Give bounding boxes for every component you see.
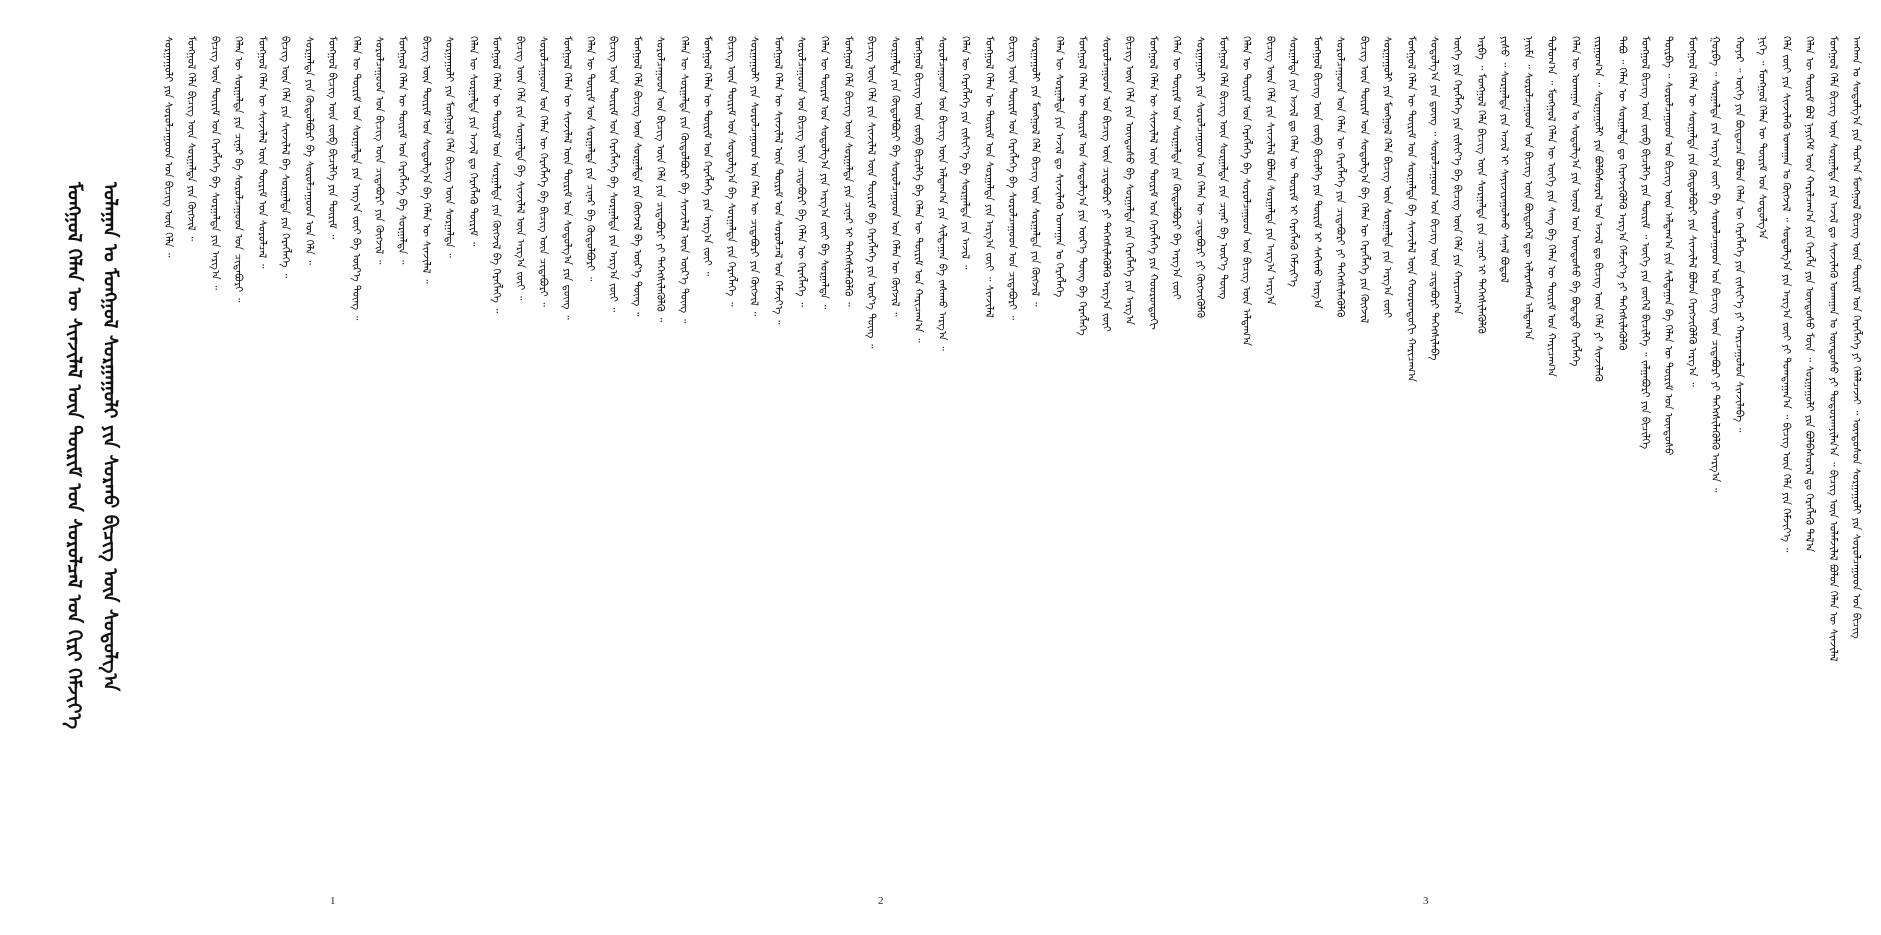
text-column: ᠮᠣᠩᠭᠣᠯ ᠬᠡᠯᠡᠨ ᠦ ᠳᠦᠷᠢᠮ ᠤᠨ ᠰᠤᠳᠤᠯᠭ᠎ᠠ ᠶᠢᠨ ᠦᠷ᠎ᠡ ᠳᠦᠩ ᠪᠠ ᠬᠡᠷᠡᠭᠯᠡᠭᠡ [1076,36,1088,336]
text-column: ᠰᠤᠷᠭᠠᠭᠤᠯᠢ ᠶᠢᠨ ᠮᠣᠩᠭᠣᠯ ᠬᠡᠯᠡ ᠪᠢᠴᠢᠭ ᠦᠨ ᠰᠤᠷᠭᠠᠯᠲᠠ ᠃ [443,36,455,258]
text-column: ᠶᠢᠰᠦ ᠃ ᠰᠤᠷᠭᠠᠯᠲᠠ ᠶᠢᠨ ᠠᠵᠢᠯ ᠢ ᠰᠠᠶᠢᠵᠢᠷᠠᠭᠤᠯᠬᠤ ᠰᠠᠨᠠᠯ ᠪᠣᠳᠤᠯ [1498,36,1510,283]
text-column: ᠮᠣᠩᠭᠣᠯ ᠪᠢᠴᠢᠭ ᠦᠨ ᠵᠥᠪ ᠪᠢᠴᠢᠯᠭᠡ ᠶᠢᠨ ᠳᠦᠷᠢᠮ ᠃ [326,36,338,240]
text-column: ᠰᠤᠷᠭᠠᠭᠤᠯᠢ ᠶᠢᠨ ᠰᠤᠷᠤᠯᠴᠠᠭᠤᠳ ᠤᠨ ᠬᠡᠯᠡᠨ ᠦ ᠴᠢᠳᠠᠪᠤᠷᠢ ᠶᠢᠨ ᠬᠥᠭᠵᠢᠯ ᠃ [748,36,760,317]
text-column: ᠨᠢᠭᠡ ᠃ ᠮᠣᠩᠭᠣᠯ ᠬᠡᠯᠡᠨ ᠦ ᠳᠦᠷᠢᠮ ᠤᠨ ᠰᠤᠳᠤᠯᠭ᠎ᠠ [1756,36,1768,240]
text-column: ᠮᠣᠩᠭᠣᠯ ᠬᠡᠯᠡᠨ ᠦ ᠰᠢᠨᠵᠢᠯᠡᠯ ᠦᠨ ᠳᠦᠷᠢᠮ ᠤᠨ ᠰᠤᠳᠤᠯᠭ᠎ᠠ ᠶᠢᠨ ᠳ᠋ᠦᠩ ᠃ [561,36,573,320]
text-column: ᠳᠣᠯᠣᠭ᠎ᠠ ᠃ ᠮᠣᠩᠭᠣᠯ ᠬᠡᠯᠡᠨ ᠦ ᠦᠭᠡ ᠶᠢᠨ ᠰᠠᠩ ᠪᠠ ᠬᠡᠯᠡᠨ ᠦ ᠳᠦᠷᠢᠮ ᠤᠨ ᠬᠠᠷᠢᠴᠠᠭ᠎ᠠ [1545,36,1557,377]
text-column: ᠰᠤᠷᠭᠠᠯᠲᠠ ᠶᠢᠨ ᠠᠵᠢᠯ ᠳᠤ ᠬᠡᠯᠡᠨ ᠦ ᠳᠦᠷᠢᠮ ᠢ ᠬᠡᠷᠡᠭᠯᠡᠬᠦ ᠬᠡᠮᠵᠢᠶ᠎ᠡ [1287,36,1299,288]
text-column: ᠠᠷᠪᠠ ᠃ ᠮᠣᠩᠭᠣᠯ ᠬᠡᠯᠡ ᠪᠢᠴᠢᠭ ᠦᠨ ᠰᠤᠷᠭᠠᠯᠲᠠ ᠶᠢᠨ ᠴᠢᠨᠠᠷ ᠢ ᠳᠡᠭᠡᠭᠰᠢᠯᠡᠭᠦᠯᠬᠦ [1475,36,1487,334]
text-column: ᠰᠤᠷᠤᠯᠴᠠᠭᠤᠳ ᠤᠨ ᠪᠢᠴᠢᠭ ᠦᠨ ᠴᠢᠳᠠᠪᠤᠷᠢ ᠶᠢ ᠳᠡᠭᠡᠭᠰᠢᠯᠡᠭᠦᠯᠬᠦ ᠠᠷᠭ᠎ᠠ ᠵᠦᠢ [1100,36,1112,332]
text-column: ᠬᠡᠯᠡᠨ ᠦ ᠰᠤᠷᠭᠠᠯᠲᠠ ᠶᠢᠨ ᠴᠢᠨᠠᠷ ᠪᠠ ᠰᠤᠷᠤᠯᠴᠠᠭᠤᠳ ᠤᠨ ᠴᠢᠳᠠᠪᠤᠷᠢ ᠃ [232,36,244,303]
text-column: ᠵᠢᠷᠭᠤᠭ᠎ᠠ ᠃ ᠰᠤᠷᠭᠠᠭᠤᠯᠢ ᠶᠢᠨ ᠪᠣᠯᠪᠠᠰᠤᠷᠠᠯ ᠤᠨ ᠠᠵᠢᠯ ᠳᠤ ᠪᠢᠴᠢᠭ ᠦᠨ ᠬᠡᠯᠡ ᠶᠢ ᠰᠢᠨᠵᠢᠯᠡᠬᠦ [1592,36,1604,382]
text-column: ᠰᠤᠷᠤᠯᠴᠠᠭᠤᠳ ᠤᠨ ᠪᠢᠴᠢᠭ ᠦᠨ ᠴᠢᠳᠠᠪᠤᠷᠢ ᠶᠢᠨ ᠬᠥᠭᠵᠢᠯ ᠃ [373,36,385,265]
text-column: ᠬᠡᠯᠡᠨ ᠦ ᠳᠦᠷᠢᠮ ᠤᠨ ᠰᠤᠳᠤᠯᠭ᠎ᠠ ᠶᠢᠨ ᠠᠷᠭ᠎ᠠ ᠵᠦᠢ ᠪᠠ ᠰᠤᠷᠭᠠᠯᠲᠠ ᠃ [818,36,830,310]
text-column: ᠪᠢᠴᠢᠭ ᠦᠨ ᠬᠡᠯᠡ ᠶᠢᠨ ᠦᠨᠳᠦᠰᠦ ᠪᠠ ᠰᠤᠷᠭᠠᠯᠲᠠ ᠶᠢᠨ ᠬᠡᠷᠡᠭᠯᠡᠭᠡ ᠶᠢᠨ ᠠᠷᠭ᠎ᠠ [1123,36,1135,326]
text-column: ᠮᠣᠩᠭᠣᠯ ᠬᠡᠯᠡᠨ ᠦ ᠰᠢᠨᠵᠢᠯᠡᠯ ᠦᠨ ᠳᠦᠷᠢᠮ ᠤᠨ ᠰᠤᠷᠤᠯᠴᠠᠯ ᠃ [256,36,268,269]
text-column: ᠬᠡᠯᠡᠨ ᠦ ᠰᠤᠷᠭᠠᠯᠲᠠ ᠶᠢᠨ ᠠᠵᠢᠯ ᠳᠤ ᠰᠢᠨᠵᠢᠯᠡᠬᠦ ᠤᠬᠠᠭᠠᠨ ᠤ ᠬᠡᠷᠡᠭᠯᠡᠭᠡ [1053,36,1065,298]
document-title [56,182,128,729]
text-column: ᠪᠢᠴᠢᠭ ᠦᠨ ᠬᠡᠯᠡ ᠶᠢᠨ ᠰᠢᠨᠵᠢᠯᠡᠯ ᠪᠣᠯᠤᠨ ᠰᠤᠷᠭᠠᠯᠲᠠ ᠶᠢᠨ ᠠᠷᠭ᠎ᠠ ᠠᠷᠭ᠎ᠠ [1264,36,1276,306]
text-column: ᠰᠤᠷᠤᠯᠴᠠᠭᠤᠳ ᠤᠨ ᠬᠡᠯᠡᠨ ᠦ ᠬᠡᠷᠡᠭᠯᠡᠭᠡ ᠪᠠ ᠪᠢᠴᠢᠭ ᠦᠨ ᠴᠢᠳᠠᠪᠤᠷᠢ ᠃ [537,36,549,307]
page-number: 2 [878,895,884,907]
text-column: ᠬᠡᠯᠡᠨ ᠦ ᠳᠦᠷᠢᠮ ᠤᠨ ᠰᠤᠷᠭᠠᠯᠲᠠ ᠶᠢᠨ ᠴᠢᠨᠠᠷ ᠪᠠ ᠬᠥᠲᠦᠯᠪᠦᠷᠢ ᠃ [584,36,596,282]
text-column: ᠪᠢᠴᠢᠭ ᠦᠨ ᠳᠦᠷᠢᠮ ᠤᠨ ᠬᠡᠷᠡᠭᠯᠡᠭᠡ ᠪᠠ ᠰᠤᠷᠭᠠᠯᠲᠠ ᠶᠢᠨ ᠠᠷᠭ᠎ᠠ ᠃ [209,36,221,290]
page-number: 3 [1423,895,1429,907]
text-column: ᠬᠡᠯᠡᠨ ᠦ ᠳᠦᠷᠢᠮ ᠤᠨ ᠰᠤᠷᠭᠠᠯᠲᠠ ᠶᠢᠨ ᠬᠥᠲᠦᠯᠪᠦᠷᠢ ᠪᠠ ᠠᠷᠭ᠎ᠠ ᠵᠦᠢ [1170,36,1182,300]
text-column: ᠬᠡᠯᠡᠨ ᠦ ᠬᠡᠷᠡᠭᠯᠡᠭᠡ ᠶᠢᠨ ᠵᠢᠱᠢᠶ᠎ᠡ ᠪᠠ ᠰᠤᠷᠭᠠᠯᠲᠠ ᠶᠢᠨ ᠠᠵᠢᠯ ᠃ [959,36,971,270]
text-column: ᠳᠦᠷᠪᠡ ᠃ ᠰᠤᠷᠤᠯᠴᠠᠭᠤᠳ ᠤᠨ ᠪᠢᠴᠢᠭ ᠦᠨ ᠠᠯᠳᠠᠭ᠎ᠠ ᠶᠢᠨ ᠰᠢᠯᠳᠠᠭᠠᠨ ᠪᠠ ᠬᠡᠯᠡᠨ ᠦ ᠳᠦᠷᠢᠮ ᠤᠨ ᠦᠨᠳᠦᠰᠦ [1662,36,1674,456]
text-column: ᠮᠣᠩᠭᠣᠯ ᠬᠡᠯᠡᠨ ᠦ ᠳᠦᠷᠢᠮ ᠤᠨ ᠬᠡᠷᠡᠭᠯᠡᠭᠡ ᠪᠠ ᠰᠤᠷᠭᠠᠯᠲᠠ ᠃ [396,36,408,265]
text-column: ᠦᠭᠡ ᠶᠢᠨ ᠬᠡᠷᠡᠭᠯᠡᠭᠡ ᠶᠢᠨ ᠵᠢᠱᠢᠶ᠎ᠡ ᠪᠠ ᠪᠢᠴᠢᠭ ᠦᠨ ᠬᠡᠯᠡ ᠶᠢᠨ ᠬᠠᠷᠢᠴᠠᠭ᠎ᠠ [1451,36,1463,315]
text-column: ᠮᠣᠩᠭᠣᠯ ᠬᠡᠯᠡ ᠪᠢᠴᠢᠭ ᠦᠨ ᠰᠤᠷᠭᠠᠯᠲᠠ ᠶᠢᠨ ᠴᠢᠨᠠᠷ ᠢ ᠳᠡᠭᠡᠭᠰᠢᠯᠡᠭᠦᠯᠬᠦ ᠃ [842,36,854,307]
text-column: ᠬᠣᠶᠠᠷ ᠃ ᠦᠭᠡ ᠶᠢᠨ ᠪᠦᠲᠦᠴᠡ ᠪᠣᠯᠤᠨ ᠬᠡᠯᠡᠨ ᠦ ᠬᠡᠷᠡᠭᠯᠡᠭᠡ ᠶᠢᠨ ᠵᠢᠱᠢᠶ᠎ᠡ ᠶᠢ ᠬᠠᠷᠢᠴᠠᠭᠤᠯᠤᠨ ᠰᠢᠨᠵᠢᠯᠡᠪᠡ ᠃ [1733,36,1745,433]
text-column: ᠮᠣᠩᠭᠣᠯ ᠬᠡᠯᠡ ᠪᠢᠴᠢᠭ ᠦᠨ ᠰᠤᠷᠭᠠᠯᠲᠠ ᠶᠢᠨ ᠠᠵᠢᠯ ᠳᠤ ᠰᠢᠨᠵᠢᠯᠡᠬᠦ ᠤᠬᠠᠭᠠᠨ ᠤ ᠦᠨᠳᠦᠰᠦ ᠶᠢ ᠲᠣᠳᠣᠷᠬᠠᠶᠢᠯᠠᠨ᠎ᠠ ᠃ ᠪᠢᠴᠢᠭ ᠦᠨ ᠤᠯᠠᠮᠵᠢᠯᠠᠯ ᠪᠣᠯᠤᠨ ᠬᠡᠯᠡᠨ ᠦ ᠰᠢᠨᠵᠢᠯᠡᠯ [1827,36,1839,662]
text-column: ᠰᠤᠷᠭᠠᠭᠤᠯᠢ ᠶᠢᠨ ᠮᠣᠩᠭᠣᠯ ᠬᠡᠯᠡ ᠪᠢᠴᠢᠭ ᠦᠨ ᠰᠤᠷᠭᠠᠯᠲᠠ ᠶᠢᠨ ᠬᠥᠭᠵᠢᠯ ᠃ [1029,36,1041,307]
text-column: ᠮᠣᠩᠭᠣᠯ ᠬᠡᠯᠡ ᠪᠢᠴᠢᠭ ᠦᠨ ᠰᠤᠷᠭᠠᠯᠲᠠ ᠶᠢᠨ ᠴᠢᠨᠠᠷ ᠪᠠ ᠦᠷ᠎ᠡ ᠳᠦᠩ [1217,36,1229,300]
text-column: ᠰᠤᠷᠤᠯᠴᠠᠭᠤᠳ ᠤᠨ ᠪᠢᠴᠢᠭ ᠦᠨ ᠬᠡᠯᠡ ᠶᠢᠨ ᠴᠢᠳᠠᠪᠤᠷᠢ ᠶᠢ ᠳᠡᠭᠡᠭᠰᠢᠯᠡᠭᠦᠯᠬᠦ ᠃ [654,36,666,323]
text-column: ᠰᠤᠷᠭᠠᠭᠤᠯᠢ ᠶᠢᠨ ᠰᠤᠷᠤᠯᠴᠠᠭᠤᠳ ᠤᠨ ᠬᠡᠯᠡᠨ ᠦ ᠴᠢᠳᠠᠪᠤᠷᠢ ᠶᠢ ᠬᠥᠭᠵᠢᠭᠦᠯᠬᠦ [1194,36,1206,318]
text-column: ᠬᠡᠯᠡᠨ ᠦ ᠳᠦᠷᠢᠮ ᠤᠨ ᠰᠤᠷᠭᠠᠯᠲᠠ ᠶᠢᠨ ᠠᠷᠭ᠎ᠠ ᠵᠦᠢ ᠪᠠ ᠦᠷ᠎ᠡ ᠳᠦᠩ ᠃ [350,36,362,321]
text-column: ᠨᠠᠢᠮᠠ ᠃ ᠰᠤᠷᠤᠯᠴᠠᠭᠤᠳ ᠤᠨ ᠪᠢᠴᠢᠭ ᠦᠨ ᠪᠦᠲᠦᠭᠡᠯ ᠳᠦ ᠢᠯᠡᠷᠡᠭᠰᠡᠨ ᠠᠯᠳᠠᠭ᠎ᠠ [1522,36,1534,340]
text-column: ᠮᠣᠩᠭᠣᠯ ᠪᠢᠴᠢᠭ ᠦᠨ ᠵᠥᠪ ᠪᠢᠴᠢᠯᠭᠡ ᠶᠢᠨ ᠳᠦᠷᠢᠮ ᠃ ᠦᠭᠡ ᠶᠢᠨ ᠵᠦᠭᠡᠯ ᠪᠢᠴᠢᠯᠭᠡ ᠃ ᠵᠠᠯᠭᠠᠪᠤᠷᠢ ᠶᠢᠨ ᠪᠢᠴᠢᠯᠭᠡ [1639,36,1651,450]
text-column: ᠮᠣᠩᠭᠣᠯ ᠪᠢᠴᠢᠭ ᠦᠨ ᠵᠥᠪ ᠪᠢᠴᠢᠯᠭᠡ ᠪᠠ ᠬᠡᠯᠡᠨ ᠦ ᠳᠦᠷᠢᠮ ᠤᠨ ᠬᠠᠷᠢᠴᠠᠭ᠎ᠠ ᠃ [912,36,924,343]
text-column: ᠮᠣᠩᠭᠣᠯ ᠬᠡᠯᠡᠨ ᠦ ᠳᠦᠷᠢᠮ ᠤᠨ ᠬᠡᠷᠡᠭᠯᠡᠭᠡ ᠶᠢᠨ ᠠᠷᠭ᠎ᠠ ᠵᠦᠢ ᠃ [701,36,713,277]
text-column: ᠰᠤᠷᠤᠯᠴᠠᠭᠤᠳ ᠤᠨ ᠪᠢᠴᠢᠭ ᠦᠨ ᠠᠯᠳᠠᠭ᠎ᠠ ᠶᠢᠨ ᠰᠢᠯᠳᠠᠭᠠᠨ ᠪᠠ ᠵᠠᠰᠠᠬᠤ ᠠᠷᠭ᠎ᠠ ᠃ [936,36,948,351]
text-column: ᠪᠢᠴᠢᠭ ᠦᠨ ᠬᠡᠯᠡ ᠶᠢᠨ ᠰᠢᠨᠵᠢᠯᠡᠯ ᠪᠠ ᠰᠤᠷᠭᠠᠯᠲᠠ ᠶᠢᠨ ᠬᠡᠷᠡᠭᠯᠡᠭᠡ ᠃ [279,36,291,278]
text-column: ᠠᠩᠬᠠᠨ ᠤ ᠰᠤᠳᠤᠯᠭ᠎ᠠ ᠶᠢᠨ ᠳᠣᠷ᠎ᠠ ᠮᠣᠩᠭᠣᠯ ᠪᠢᠴᠢᠭ ᠦᠨ ᠳᠦᠷᠢᠮ ᠤᠨ ᠬᠡᠷᠡᠭᠯᠡᠭᠡ ᠶᠢ ᠬᠡᠯᠡᠯᠴᠡᠵᠡᠢ ᠃ ᠦᠨᠳᠦᠰᠦᠨ ᠰᠤᠷᠭᠠᠭᠤᠯᠢ ᠶᠢᠨ ᠰᠤᠷᠤᠯᠴᠠᠭᠤᠳ ᠤᠨ ᠪᠢᠴᠢᠭ᠌ [1850,36,1862,639]
text-column: ᠬᠡᠯᠡ ᠵᠦᠢ ᠶᠢᠨ ᠰᠢᠨᠵᠢᠯᠡᠬᠦ ᠤᠬᠠᠭᠠᠨ ᠤ ᠬᠥᠭᠵᠢᠯ ᠃ ᠰᠤᠳᠤᠯᠭ᠎ᠠ ᠶᠢᠨ ᠠᠷᠭ᠎ᠠ ᠵᠦᠢ ᠶᠢ ᠲᠣᠭᠲᠠᠭᠠᠨ᠎ᠠ ᠃ ᠪᠢᠴᠢᠭ ᠦᠨ ᠬᠡᠯᠡ ᠶᠢᠨ ᠬᠡᠮᠵᠢᠶ᠎ᠡ ᠃ [1780,36,1792,553]
text-column: ᠰᠤᠳᠤᠯᠭ᠎ᠠ ᠶᠢᠨ ᠳ᠋ᠦᠩ ᠃ ᠰᠤᠷᠤᠯᠴᠠᠭᠤᠳ ᠤᠨ ᠪᠢᠴᠢᠭ ᠦᠨ ᠴᠢᠳᠠᠪᠤᠷᠢ ᠳᠡᠭᠡᠭᠰᠢᠯᠡᠪᠡ [1428,36,1440,361]
text-column: ᠬᠡᠯᠡᠨ ᠦ ᠳᠦᠷᠢᠮ ᠤᠨ ᠬᠡᠷᠡᠭᠯᠡᠭᠡ ᠪᠠ ᠰᠤᠷᠤᠯᠴᠠᠭᠤᠳ ᠤᠨ ᠪᠢᠴᠢᠭ ᠦᠨ ᠠᠯᠳᠠᠭ᠎ᠠ [1240,36,1252,346]
text-column: ᠪᠢᠴᠢᠭ ᠦᠨ ᠬᠡᠯᠡ ᠶᠢᠨ ᠰᠢᠨᠵᠢᠯᠡᠯ ᠦᠨ ᠳᠦᠷᠢᠮ ᠪᠠ ᠬᠡᠷᠡᠭᠯᠡᠭᠡ ᠶᠢᠨ ᠦᠷ᠎ᠡ ᠳᠦᠩ ᠃ [865,36,877,349]
text-column: ᠮᠣᠩᠭᠣᠯ ᠬᠡᠯᠡᠨ ᠦ ᠳᠦᠷᠢᠮ ᠤᠨ ᠰᠤᠷᠭᠠᠯᠲᠠ ᠶᠢᠨ ᠬᠥᠭᠵᠢᠯ ᠪᠠ ᠬᠡᠷᠡᠭᠯᠡᠭᠡ ᠃ [490,36,502,314]
text-column: ᠬᠡᠯᠡᠨ ᠦ ᠤᠬᠠᠭᠠᠨ ᠤ ᠰᠤᠳᠤᠯᠭ᠎ᠠ ᠶᠢᠨ ᠣᠨᠣᠯ ᠤᠨ ᠦᠨᠳᠦᠰᠦ ᠪᠠ ᠪᠣᠳᠠᠲᠤ ᠬᠡᠷᠡᠭᠯᠡᠭᠡ [1569,36,1581,367]
text-column: ᠭᠤᠷᠪᠠ ᠃ ᠰᠤᠷᠭᠠᠯᠲᠠ ᠶᠢᠨ ᠠᠷᠭ᠎ᠠ ᠵᠦᠢ ᠪᠠ ᠰᠤᠷᠤᠯᠴᠠᠭᠤᠳ ᠤᠨ ᠪᠢᠴᠢᠭ ᠦᠨ ᠴᠢᠳᠠᠪᠤᠷᠢ ᠶᠢ ᠳᠡᠭᠡᠭᠰᠢᠯᠡᠭᠦᠯᠬᠦ ᠠᠷᠭ᠎ᠠ ᠃ [1709,36,1721,493]
text-column: ᠮᠣᠩᠭᠣᠯ ᠬᠡᠯᠡ ᠪᠢᠴᠢᠭ ᠦᠨ ᠰᠤᠷᠭᠠᠯᠲᠠ ᠶᠢᠨ ᠬᠥᠭᠵᠢᠯ ᠃ [185,36,197,241]
text-column: ᠰᠤᠷᠤᠯᠴᠠᠭᠤᠳ ᠤᠨ ᠪᠢᠴᠢᠭ ᠦᠨ ᠴᠢᠳᠠᠪᠤᠷᠢ ᠪᠠ ᠬᠡᠯᠡᠨ ᠦ ᠬᠡᠷᠡᠭᠯᠡᠭᠡ ᠃ [795,36,807,307]
text-column: ᠲᠠᠪᠤ ᠃ ᠬᠡᠯᠡᠨ ᠦ ᠰᠤᠷᠭᠠᠯᠲᠠ ᠳᠤ ᠬᠡᠷᠡᠭᠵᠢᠭᠦᠯᠬᠦ ᠠᠷᠭ᠎ᠠ ᠬᠡᠮᠵᠢᠶ᠎ᠡ ᠶᠢ ᠳᠡᠭᠡᠭᠰᠢᠯᠡᠭᠦᠯᠬᠦ [1616,36,1628,351]
text-column: ᠮᠣᠩᠭᠣᠯ ᠬᠡᠯᠡᠨ ᠦ ᠰᠢᠨᠵᠢᠯᠡᠯ ᠦᠨ ᠳᠦᠷᠢᠮ ᠤᠨ ᠬᠡᠷᠡᠭᠯᠡᠭᠡ ᠶᠢᠨ ᠬᠣᠣᠷᠣᠨᠳᠣᠬᠢ [1147,36,1159,330]
text-column: ᠮᠣᠩᠭᠣᠯ ᠬᠡᠯᠡᠨ ᠦ ᠳᠦᠷᠢᠮ ᠤᠨ ᠰᠤᠷᠭᠠᠯᠲᠠ ᠪᠠ ᠰᠢᠨᠵᠢᠯᠡᠯ ᠦᠨ ᠬᠣᠣᠷᠣᠨᠳᠣᠬᠢ ᠬᠠᠷᠢᠴᠠᠭ᠎ᠠ [1405,36,1417,383]
title-line: ᠤᠯᠠᠭᠠᠨ ᠤ ᠮᠣᠩᠭᠣᠯ ᠰᠤᠷᠭᠠᠭᠤᠯᠢ ᠶᠢᠨ ᠰᠤᠷᠬᠤ ᠪᠢᠴᠢᠭ ᠦᠨ ᠰᠤᠳᠤᠯᠭ᠎ᠠ [99,182,121,692]
page-number: 1 [330,895,336,907]
text-column: ᠪᠢᠴᠢᠭ ᠦᠨ ᠳᠦᠷᠢᠮ ᠤᠨ ᠰᠤᠳᠤᠯᠭ᠎ᠠ ᠪᠠ ᠬᠡᠯᠡᠨ ᠦ ᠰᠢᠨᠵᠢᠯᠡᠯ ᠃ [420,36,432,284]
text-column: ᠪᠢᠴᠢᠭ ᠦᠨ ᠳᠦᠷᠢᠮ ᠤᠨ ᠬᠡᠷᠡᠭᠯᠡᠭᠡ ᠪᠠ ᠰᠤᠷᠭᠠᠯᠲᠠ ᠶᠢᠨ ᠠᠷᠭ᠎ᠠ ᠵᠦᠢ ᠃ [607,36,619,313]
text-column: ᠮᠣᠩᠭᠣᠯ ᠪᠢᠴᠢᠭ ᠦᠨ ᠵᠥᠪ ᠪᠢᠴᠢᠯᠭᠡ ᠶᠢᠨ ᠳᠦᠷᠢᠮ ᠢ ᠰᠠᠬᠢᠬᠤ ᠠᠷᠭ᠎ᠠ [1311,36,1323,309]
text-column: ᠬᠡᠯᠡᠨ ᠦ ᠰᠤᠷᠭᠠᠯᠲᠠ ᠶᠢᠨ ᠠᠵᠢᠯ ᠳᠤ ᠬᠡᠷᠡᠭᠯᠡᠬᠦ ᠳᠦᠷᠢᠮ ᠃ [467,36,479,247]
text-column: ᠰᠤᠷᠭᠠᠭᠤᠯᠢ ᠶᠢᠨ ᠰᠤᠷᠤᠯᠴᠠᠭᠤᠳ ᠤᠨ ᠪᠢᠴᠢᠭ ᠦᠨ ᠬᠡᠯᠡ ᠃ [162,36,174,258]
text-column: ᠪᠢᠴᠢᠭ ᠦᠨ ᠬᠡᠯᠡ ᠶᠢᠨ ᠰᠤᠷᠭᠠᠯᠲᠠ ᠪᠠ ᠰᠢᠨᠵᠢᠯᠡᠯ ᠦᠨ ᠠᠷᠭ᠎ᠠ ᠵᠦᠢ ᠃ [514,36,526,301]
text-column: ᠰᠤᠷᠭᠠᠯᠲᠠ ᠶᠢᠨ ᠬᠥᠲᠦᠯᠪᠦᠷᠢ ᠪᠠ ᠰᠤᠷᠤᠯᠴᠠᠭᠤᠳ ᠤᠨ ᠬᠡᠯᠡᠨ ᠦ ᠬᠥᠭᠵᠢᠯ ᠃ [889,36,901,317]
title-line: ᠮᠣᠩᠭᠣᠯ ᠬᠡᠯᠡᠨ ᠦ ᠰᠢᠨᠵᠢᠯᠡᠯ ᠦᠨ ᠳᠦᠷᠢᠮ ᠤᠨ ᠰᠤᠷᠤᠯᠴᠠᠯ ᠤᠨ ᠬᠢᠷᠢ ᠬᠡᠮᠵᠢᠶ᠎ᠡ [63,182,85,730]
text-column: ᠪᠢᠴᠢᠭ ᠦᠨ ᠳᠦᠷᠢᠮ ᠤᠨ ᠬᠡᠷᠡᠭᠯᠡᠭᠡ ᠪᠠ ᠰᠤᠷᠤᠯᠴᠠᠭᠤᠳ ᠤᠨ ᠴᠢᠳᠠᠪᠤᠷᠢ ᠃ [1006,36,1018,321]
text-column: ᠮᠣᠩᠭᠣᠯ ᠬᠡᠯᠡᠨ ᠦ ᠳᠦᠷᠢᠮ ᠤᠨ ᠰᠤᠷᠭᠠᠯᠲᠠ ᠶᠢᠨ ᠠᠷᠭ᠎ᠠ ᠵᠦᠢ ᠃ ᠰᠢᠨᠵᠢᠯᠡᠯ [983,36,995,318]
text-column: ᠮᠣᠩᠭᠣᠯ ᠬᠡᠯᠡᠨ ᠦ ᠰᠢᠨᠵᠢᠯᠡᠯ ᠦᠨ ᠳᠦᠷᠢᠮ ᠤᠨ ᠰᠤᠷᠤᠯᠴᠠᠯ ᠤᠨ ᠬᠡᠮᠵᠢᠶ᠎ᠡ ᠃ [772,36,784,325]
text-column: ᠪᠢᠴᠢᠭ ᠦᠨ ᠳᠦᠷᠢᠮ ᠤᠨ ᠰᠤᠳᠤᠯᠭ᠎ᠠ ᠪᠠ ᠰᠤᠷᠭᠠᠯᠲᠠ ᠶᠢᠨ ᠬᠡᠷᠡᠭᠯᠡᠭᠡ ᠃ [725,36,737,307]
text-column: ᠰᠤᠷᠭᠠᠯᠲᠠ ᠶᠢᠨ ᠬᠥᠲᠦᠯᠪᠦᠷᠢ ᠪᠠ ᠰᠤᠷᠤᠯᠴᠠᠭᠤᠳ ᠤᠨ ᠬᠡᠯᠡ ᠃ [303,36,315,265]
text-column: ᠪᠢᠴᠢᠭ ᠦᠨ ᠳᠦᠷᠢᠮ ᠤᠨ ᠰᠤᠳᠤᠯᠭ᠎ᠠ ᠪᠠ ᠬᠡᠯᠡᠨ ᠦ ᠬᠡᠷᠡᠭᠯᠡᠭᠡ ᠶᠢᠨ ᠬᠥᠭᠵᠢᠯ [1358,36,1370,324]
text-column: ᠬᠡᠯᠡᠨ ᠦ ᠳᠦᠷᠢᠮ ᠪᠣᠯ ᠨᠡᠶᠢᠭᠡᠮ ᠦᠨ ᠬᠠᠷᠢᠯᠴᠠᠭ᠎ᠠ ᠶᠢᠨ ᠬᠡᠷᠡᠭᠯᠡ ᠶᠢᠨ ᠦᠨᠳᠦᠰᠦ ᠮᠥᠨ ᠃ ᠰᠤᠷᠭᠠᠭᠤᠯᠢ ᠶᠢᠨ ᠪᠣᠯᠪᠠᠰᠤᠷᠠᠯ ᠳᠤ ᠬᠡᠷᠡᠭᠯᠡᠬᠦ ᠲᠠᠯ᠎ᠠ [1803,36,1815,553]
text-column: ᠮᠣᠩᠭᠣᠯ ᠬᠡᠯᠡᠨ ᠦ ᠰᠤᠷᠭᠠᠯᠲᠠ ᠶᠢᠨ ᠬᠥᠲᠦᠯᠪᠦᠷᠢ ᠶᠢᠨ ᠰᠢᠨᠵᠢᠯᠡᠯ ᠪᠣᠯᠤᠨ ᠬᠡᠷᠡᠭᠵᠢᠭᠦᠯᠬᠦ ᠠᠷᠭ᠎ᠠ ᠃ [1686,36,1698,387]
text-column: ᠮᠣᠩᠭᠣᠯ ᠬᠡᠯᠡ ᠪᠢᠴᠢᠭ ᠦᠨ ᠰᠤᠷᠭᠠᠯᠲᠠ ᠶᠢᠨ ᠬᠥᠭᠵᠢᠯ ᠪᠠ ᠦᠷ᠎ᠡ ᠳᠦᠩ ᠃ [631,36,643,317]
text-column: ᠰᠤᠷᠭᠠᠭᠤᠯᠢ ᠶᠢᠨ ᠮᠣᠩᠭᠣᠯ ᠬᠡᠯᠡ ᠪᠢᠴᠢᠭ ᠦᠨ ᠰᠤᠷᠭᠠᠯᠲᠠ ᠶᠢᠨ ᠠᠷᠭ᠎ᠠ ᠵᠦᠢ [1381,36,1393,318]
text-column: ᠰᠤᠷᠤᠯᠴᠠᠭᠤᠳ ᠤᠨ ᠬᠡᠯᠡᠨ ᠦ ᠬᠡᠷᠡᠭᠯᠡᠭᠡ ᠶᠢᠨ ᠴᠢᠳᠠᠪᠤᠷᠢ ᠶᠢ ᠳᠡᠭᠡᠭᠰᠢᠯᠡᠭᠦᠯᠬᠦ [1334,36,1346,318]
text-column: ᠬᠡᠯᠡᠨ ᠦ ᠰᠤᠷᠭᠠᠯᠲᠠ ᠶᠢᠨ ᠬᠥᠲᠦᠯᠪᠦᠷᠢ ᠪᠠ ᠰᠢᠨᠵᠢᠯᠡᠯ ᠦᠨ ᠦᠷ᠎ᠡ ᠳᠦᠩ ᠃ [678,36,690,324]
